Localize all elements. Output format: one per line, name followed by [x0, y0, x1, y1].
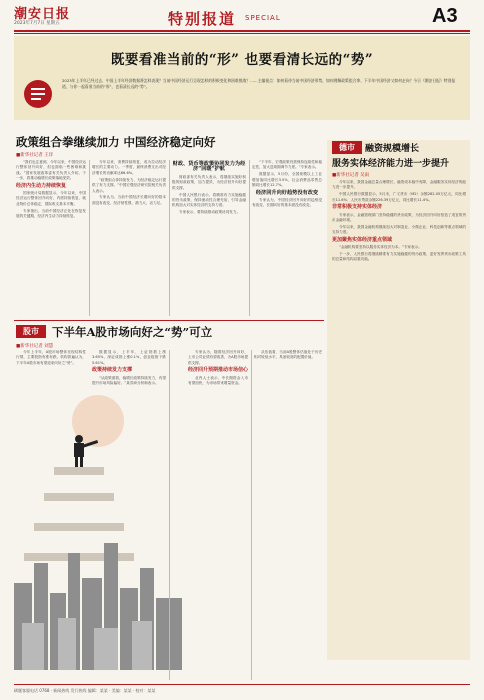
article-2-title: 下半年A股市场向好之“势”可立 — [52, 325, 213, 339]
paragraph: 下一步，人民银行将继续精准有力实施稳健的货币政策，更好发挥货币政策工具的总量和结构双重功能。 — [332, 251, 466, 262]
side-article-author: ■新华社记者 吴雨 — [332, 173, 370, 178]
paragraph: 今年以来，我国金融总量合理增长，融资成本稳中有降，金融服务实体经济的能力进一步提升。 — [332, 180, 466, 190]
paragraph: 专家表示，要持续推动政策协同发力。 — [179, 210, 241, 215]
article-1-subhead: 经济内生动力持续恢复 — [16, 182, 67, 189]
section-title-en: SPECIAL — [245, 14, 281, 22]
side-article-tag: 德市 — [332, 141, 362, 154]
article-1-col-2 — [92, 160, 166, 316]
column-divider — [249, 160, 250, 316]
paragraph: 国家统计局数据显示，今年以来，中国经济运行整体回升向好，内需持续恢复，就业物价总体稳定，国际收支基本平衡。 — [16, 191, 86, 206]
article-2-author: ■新华社记者 刘慧 — [16, 344, 54, 349]
paragraph: 今年上半年，A股市场整体呈现结构性行情，主要股指有涨有跌。机构普遍认为，下半年A股市场有望迎来向好之“势”。 — [16, 350, 86, 365]
editor-note-icon — [22, 78, 54, 110]
side-article-title-1: 融资规模增长 — [365, 144, 420, 154]
article-2-subhead-1: 政策持续发力支撑 — [92, 367, 133, 374]
side-article-title-2: 服务实体经济能力进一步提升 — [332, 159, 450, 169]
paragraph: 从估值看，当前A股整体估值处于历史相对较低水平，具备较高的配置价值。 — [254, 350, 322, 360]
masthead: 潮安日报 — [14, 7, 71, 22]
lead-headline: 既要看准当前的“形” 也要看清长远的“势” — [110, 52, 374, 68]
paragraph: “政策组合拳持续发力，为经济稳定运行提供了有力支撑。”中国宏观经济研究院相关负责人表示。 — [92, 177, 166, 193]
section-title: 特别报道 — [168, 10, 237, 28]
article-2-col-3 — [188, 350, 248, 680]
article-1-col-1 — [16, 160, 86, 316]
column-divider — [89, 160, 90, 316]
column-divider — [251, 350, 252, 680]
side-article-subhead-1: 非常积极支持实体经济 — [332, 204, 383, 211]
paragraph: 专家表示，金融管理部门坚持稳健的货币政策，为经济回升向好营造了适宜的货币金融环境。 — [332, 212, 466, 222]
paragraph: 业内人士表示，中长期资金入市有望加快，为市场带来增量资金。 — [188, 375, 248, 386]
paragraph: 专家指出，当前中国经济正处在恢复发展的关键期，经济内生动力持续恢复。 — [16, 208, 86, 219]
article-1-col-3 — [172, 160, 246, 316]
footer-info: 刷题客服电话 0768 · 新闻热线 发行热线 编辑：某某 · 美编：某某 · 校对：某某 — [14, 688, 156, 693]
paragraph: 专家认为，随着经济回升向好，上市公司业绩有望改善，为A股市场提供支撑。 — [188, 350, 248, 365]
paragraph: 专家认为，中国经济回升向好的趋势没有改变，长期向好的基本面没有改变。 — [252, 197, 322, 208]
article-1-midhead-2: 经济回升向好趋势没有改变 — [255, 189, 319, 196]
side-article-subhead-2: 更加聚焦实体经济重点领域 — [332, 236, 393, 243]
column-divider — [169, 350, 170, 680]
paragraph: 今年以来，消费持续恢复，成为拉动经济增长的主要动力。一季度，最终消费支出对经济增长的贡献率达66.6%。 — [92, 160, 166, 175]
paragraph: “下半年，宏观政策仍需保持连续性和稳定性，加大逆周期调节力度。”专家表示。 — [252, 160, 322, 170]
paragraph: 中国人民银行表示，将精准有力实施稳健的货币政策，保持流动性合理充裕，引导金融机构加大对实体经济的支持力度。 — [172, 192, 246, 208]
paragraph: 数据显示，5月份，全国规模以上工业增加值同比增长3.5%，社会消费品零售总额同比增长12.7%。 — [252, 172, 322, 188]
article-1-col-4 — [252, 160, 322, 316]
editor-note: 2023年上半年已经过去，中国上半年经济数据将怎样表现？当前中国经济运行呈现怎样的积极变化和困难挑战？……主编视点：如何看待当前中国经济形势，如何理解政策组合拳、下半年中国经济又如何走向？今日《潮安日报》特别报道，与你一起看准当前的“形”，也看清长远的“势”。 — [62, 78, 456, 89]
article-1-title: 政策组合拳继续加力 中国经济稳定向好 — [16, 135, 216, 149]
paragraph: 专家认为，当前中国经济长期向好的基本面没有改变，经济韧性强、潜力大、活力足。 — [92, 195, 166, 205]
article-2-subhead-2: 经济回升预期推动市场信心 — [188, 367, 248, 374]
article-2-col-2 — [92, 350, 166, 680]
section-divider — [14, 320, 324, 321]
paragraph: “金融机构要坚持以服务实体经济为本。”专家表示。 — [339, 245, 422, 250]
article-2-tag: 股市 — [16, 325, 46, 338]
column-divider — [169, 160, 170, 316]
header-rule — [14, 30, 470, 32]
page-number: A3 — [432, 5, 458, 27]
article-1-midhead-1: 财政、货币等政策协同发力为经济“回暖”护航 — [172, 161, 246, 173]
article-2-col-4 — [254, 350, 322, 680]
footer-rule — [14, 684, 470, 685]
paragraph: 中国人民银行数据显示，5月末，广义货币（M2）余额282.05万亿元，同比增长11.6%；人民币贷款余额226.39万亿元，同比增长11.4%。 — [332, 192, 466, 202]
paragraph: 今年以来，我国金融机构继续加大对制造业、小微企业、科技创新等重点领域的支持力度。 — [332, 224, 466, 235]
paragraph: 数据显示，上半年，上证指数上涨3.65%，深证成指上涨0.1%，创业板指下跌5.61%。 — [92, 350, 166, 365]
article-1-author: ■新华社记者 王洋 — [16, 153, 54, 158]
issue-date: 2023年7月7日 星期五 — [14, 21, 60, 26]
article-2-col-1-top — [16, 350, 86, 382]
paragraph: 财政部有关负责人表示，将继续实施好积极的财政政策，加力提效，为经济回升向好提供支撑。 — [172, 174, 246, 190]
paragraph: “我们也注意到，今年以来，中国经济运行整体回升向好，但也面临一些困难和挑战。”国家发展改革委有关负责人介绍，下一步，将推动稳增长政策落地见效。 — [16, 160, 86, 181]
header-rule-thin — [14, 33, 470, 34]
paragraph: “从政策面看，稳增长政策持续发力，有望提升市场风险偏好。”某券商分析师表示。 — [92, 375, 166, 386]
side-article-body — [332, 180, 466, 656]
